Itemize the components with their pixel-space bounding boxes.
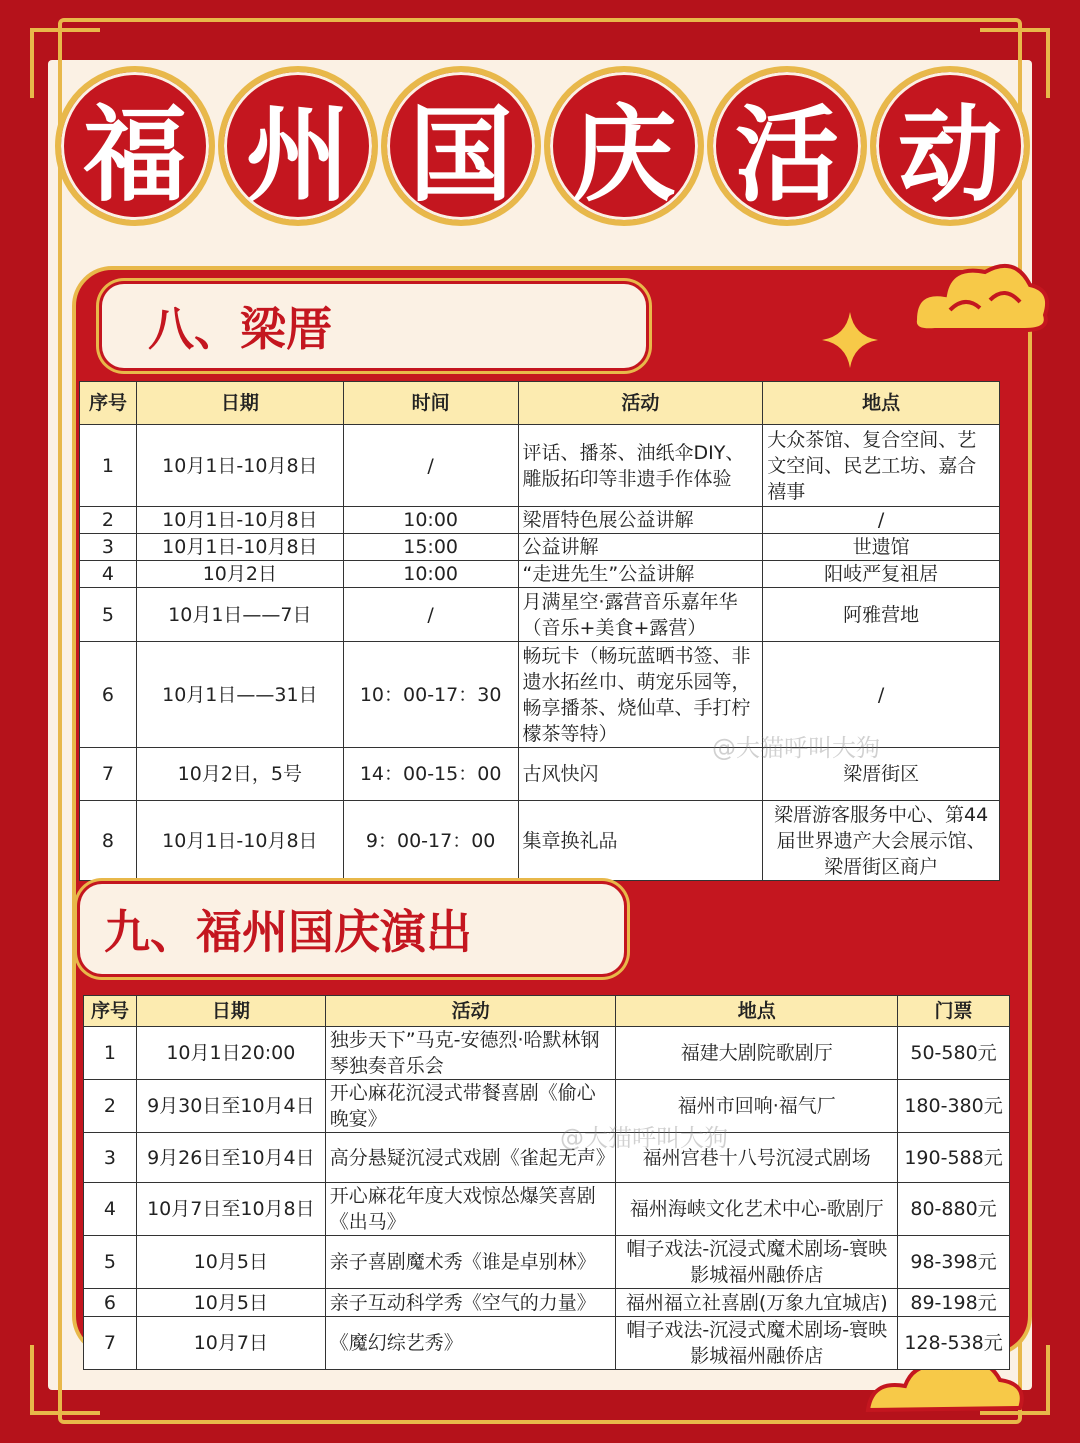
cell: 9：00-17：00 — [343, 801, 518, 881]
cell: 4 — [84, 1183, 137, 1236]
cell: 10月1日20:00 — [136, 1027, 325, 1080]
table-row — [84, 1236, 1010, 1289]
cell: 7 — [84, 1317, 137, 1370]
cell: 10月1日——31日 — [136, 642, 343, 748]
cell: 10:00 — [343, 561, 518, 588]
section-heading: 八、梁厝 — [102, 284, 646, 368]
cell: 6 — [84, 1289, 137, 1317]
cell: 高分悬疑沉浸式戏剧《雀起无声》 — [325, 1133, 616, 1183]
cell: 8 — [80, 801, 137, 881]
cell: 1 — [84, 1027, 137, 1080]
table-row — [84, 1080, 1010, 1133]
cell: 畅玩卡（畅玩蓝晒书签、非遗水拓丝巾、萌宠乐园等，畅享播茶、烧仙草、手打柠檬茶等特） — [518, 642, 763, 748]
table-row — [84, 1183, 1010, 1236]
title-char: 州 — [218, 66, 378, 226]
cell: 3 — [84, 1133, 137, 1183]
cell: 10月1日-10月8日 — [136, 801, 343, 881]
cell: 集章换礼品 — [518, 801, 763, 881]
cell: “走进先生”公益讲解 — [518, 561, 763, 588]
cell: 亲子喜剧魔术秀《谁是卓别林》 — [325, 1236, 616, 1289]
cell: 10月7日至10月8日 — [136, 1183, 325, 1236]
cell: 梁厝街区 — [763, 748, 1000, 801]
table-row — [80, 534, 1000, 561]
title-char: 福 — [55, 66, 215, 226]
cell: 9月26日至10月4日 — [136, 1133, 325, 1183]
cell: 《魔幻综艺秀》 — [325, 1317, 616, 1370]
cell: 6 — [80, 642, 137, 748]
cell: / — [763, 507, 1000, 534]
table-row — [84, 1317, 1010, 1370]
cell: 福建大剧院歌剧厅 — [616, 1027, 898, 1080]
column-header: 日期 — [136, 996, 325, 1027]
cell: 古风快闪 — [518, 748, 763, 801]
cell: 10月1日-10月8日 — [136, 425, 343, 507]
cell: / — [343, 588, 518, 642]
cell: 1 — [80, 425, 137, 507]
cell: 亲子互动科学秀《空气的力量》 — [325, 1289, 616, 1317]
page-title — [55, 66, 1030, 226]
column-header: 序号 — [84, 996, 137, 1027]
cell: 开心麻花年度大戏惊怂爆笑喜剧《出马》 — [325, 1183, 616, 1236]
table-header-row — [84, 996, 1010, 1027]
cell: 89-198元 — [898, 1289, 1010, 1317]
cell: 大众茶馆、复合空间、艺文空间、民艺工坊、嘉合禧事 — [763, 425, 1000, 507]
title-char: 庆 — [544, 66, 704, 226]
cell: 帽子戏法-沉浸式魔术剧场-寰映影城福州融侨店 — [616, 1317, 898, 1370]
title-char: 国 — [381, 66, 541, 226]
cell: 10月1日-10月8日 — [136, 507, 343, 534]
column-header: 日期 — [136, 382, 343, 425]
cell: / — [763, 642, 1000, 748]
table-row — [80, 588, 1000, 642]
table-row — [84, 1027, 1010, 1080]
cloud-icon — [905, 250, 1055, 340]
cell: 50-580元 — [898, 1027, 1010, 1080]
liangcuo-table — [79, 381, 1000, 881]
cell: 10月1日-10月8日 — [136, 534, 343, 561]
column-header: 活动 — [325, 996, 616, 1027]
cell: 4 — [80, 561, 137, 588]
cell: 评话、播茶、油纸伞DIY、雕版拓印等非遗手作体验 — [518, 425, 763, 507]
cell: 9月30日至10月4日 — [136, 1080, 325, 1133]
cell: 14：00-15：00 — [343, 748, 518, 801]
cell: 2 — [84, 1080, 137, 1133]
cell: 世遗馆 — [763, 534, 1000, 561]
title-char: 动 — [870, 66, 1030, 226]
cell: 3 — [80, 534, 137, 561]
cell: 5 — [80, 588, 137, 642]
column-header: 地点 — [763, 382, 1000, 425]
cell: 80-880元 — [898, 1183, 1010, 1236]
cell: 独步天下”马克-安德烈·哈默林钢琴独奏音乐会 — [325, 1027, 616, 1080]
cell: 帽子戏法-沉浸式魔术剧场-寰映影城福州融侨店 — [616, 1236, 898, 1289]
watermark: @大猫呼叫大狗 — [712, 734, 880, 762]
title-char: 活 — [707, 66, 867, 226]
table-row — [80, 425, 1000, 507]
cell: 开心麻花沉浸式带餐喜剧《偷心晚宴》 — [325, 1080, 616, 1133]
sparkle-icon — [822, 312, 878, 368]
table-row — [84, 1133, 1010, 1183]
table-row — [80, 801, 1000, 881]
cell: 福州宫巷十八号沉浸式剧场 — [616, 1133, 898, 1183]
column-header: 门票 — [898, 996, 1010, 1027]
table-row — [84, 1289, 1010, 1317]
cell: 10月5日 — [136, 1289, 325, 1317]
watermark: @大猫呼叫大狗 — [560, 1124, 728, 1152]
cell: 15:00 — [343, 534, 518, 561]
cell: 2 — [80, 507, 137, 534]
cell: 10月7日 — [136, 1317, 325, 1370]
cell: 阿雅营地 — [763, 588, 1000, 642]
cell: 10月5日 — [136, 1236, 325, 1289]
cell: / — [343, 425, 518, 507]
cell: 梁厝游客服务中心、第44届世界遗产大会展示馆、梁厝街区商户 — [763, 801, 1000, 881]
column-header: 时间 — [343, 382, 518, 425]
section-heading: 九、福州国庆演出 — [80, 884, 624, 974]
table-row — [80, 561, 1000, 588]
cell: 180-380元 — [898, 1080, 1010, 1133]
cell: 月满星空·露营音乐嘉年华（音乐+美食+露营） — [518, 588, 763, 642]
cell: 福州市回响·福气厂 — [616, 1080, 898, 1133]
cell: 10：00-17：30 — [343, 642, 518, 748]
cell: 10月2日，5号 — [136, 748, 343, 801]
cell: 阳岐严复祖居 — [763, 561, 1000, 588]
cell: 公益讲解 — [518, 534, 763, 561]
cell: 10月1日——7日 — [136, 588, 343, 642]
cell: 190-588元 — [898, 1133, 1010, 1183]
cell: 10:00 — [343, 507, 518, 534]
cell: 10月2日 — [136, 561, 343, 588]
cell: 128-538元 — [898, 1317, 1010, 1370]
cell: 梁厝特色展公益讲解 — [518, 507, 763, 534]
cell: 5 — [84, 1236, 137, 1289]
column-header: 地点 — [616, 996, 898, 1027]
cell: 福州海峡文化艺术中心-歌剧厅 — [616, 1183, 898, 1236]
cell: 98-398元 — [898, 1236, 1010, 1289]
table-row — [80, 507, 1000, 534]
column-header: 序号 — [80, 382, 137, 425]
performance-table — [83, 995, 1010, 1370]
column-header: 活动 — [518, 382, 763, 425]
table-header-row — [80, 382, 1000, 425]
cell: 福州福立社喜剧(万象九宜城店) — [616, 1289, 898, 1317]
cell: 7 — [80, 748, 137, 801]
